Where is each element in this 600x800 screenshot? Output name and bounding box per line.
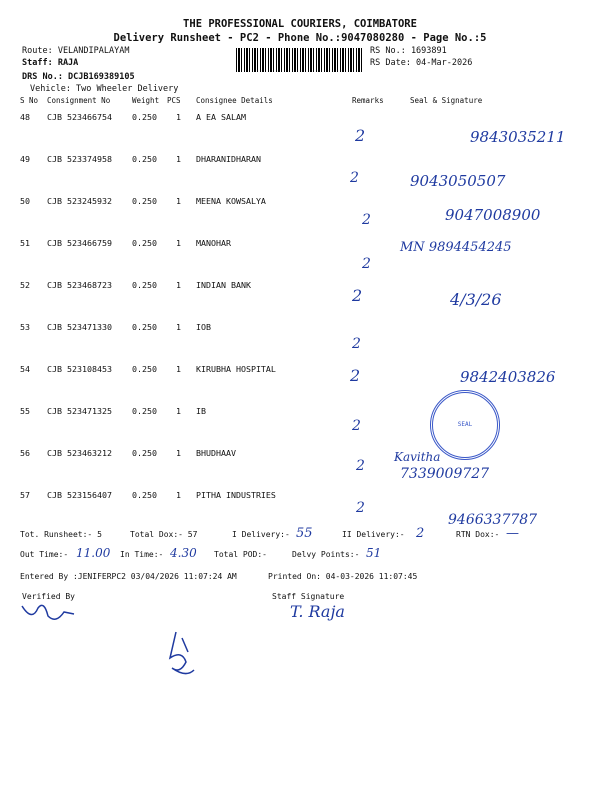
runsheet-subtitle: Delivery Runsheet - PC2 - Phone No.:9047080280 - Page No.:5 (113, 32, 487, 44)
cell-consignment-no: CJB 523374958 (47, 154, 112, 164)
cell-sno: 51 (20, 238, 30, 248)
handwritten-name: Kavitha (394, 450, 441, 464)
cell-weight: 0.250 (132, 196, 157, 206)
total-dox: Total Dox:- 57 (130, 530, 198, 539)
cell-consignee: A EA SALAM (196, 112, 246, 122)
remark-mark: 2 (356, 500, 365, 516)
cell-pcs: 1 (176, 154, 181, 164)
cell-weight: 0.250 (132, 364, 157, 374)
cell-consignment-no: CJB 523463212 (47, 448, 112, 458)
cell-consignment-no: CJB 523471325 (47, 406, 112, 416)
delvy-points-value: 51 (366, 546, 382, 560)
remark-mark: 2 (362, 212, 371, 228)
cell-consignment-no: CJB 523471330 (47, 322, 112, 332)
total-pod-label: Total POD:- (214, 550, 267, 559)
cell-consignment-no: CJB 523466754 (47, 112, 112, 122)
cell-consignment-no: CJB 523108453 (47, 364, 112, 374)
handwritten-signature: MN 9894454245 (400, 240, 512, 255)
cell-consignee: IOB (196, 322, 211, 332)
cell-sno: 52 (20, 280, 30, 290)
col-consignment: Consignment No (47, 96, 111, 105)
out-time-value: 11.00 (76, 546, 111, 560)
remark-mark: 2 (355, 126, 366, 145)
cell-weight: 0.250 (132, 112, 157, 122)
cell-consignee: DHARANIDHARAN (196, 154, 261, 164)
col-pcs: PCS (167, 96, 181, 105)
company-seal-stamp: SEAL (430, 390, 500, 460)
cell-sno: 55 (20, 406, 30, 416)
i-delivery-label: I Delivery:- (232, 530, 290, 539)
cell-pcs: 1 (176, 322, 181, 332)
scribble-signature (162, 628, 202, 684)
cell-weight: 0.250 (132, 238, 157, 248)
remark-mark: 2 (350, 170, 359, 186)
cell-pcs: 1 (176, 112, 181, 122)
remark-mark: 2 (362, 256, 371, 272)
cell-consignee: BHUDHAAV (196, 448, 236, 458)
rtn-dox-value: — (506, 526, 519, 541)
staff: Staff: RAJA (22, 58, 79, 68)
cell-weight: 0.250 (132, 490, 157, 500)
cell-weight: 0.250 (132, 280, 157, 290)
cell-weight: 0.250 (132, 154, 157, 164)
col-weight: Weight (132, 96, 160, 105)
cell-consignee: MANOHAR (196, 238, 231, 248)
cell-consignment-no: CJB 523245932 (47, 196, 112, 206)
staff-signature-label: Staff Signature (272, 592, 345, 601)
handwritten-phone: 9466337787 (448, 512, 538, 528)
cell-sno: 48 (20, 112, 30, 122)
cell-pcs: 1 (176, 490, 181, 500)
col-remarks: Remarks (352, 96, 384, 105)
cell-consignee: PITHA INDUSTRIES (196, 490, 276, 500)
cell-consignee: INDIAN BANK (196, 280, 251, 290)
rs-date: RS Date: 04-Mar-2026 (370, 58, 473, 68)
ii-delivery-label: II Delivery:- (342, 530, 405, 539)
cell-consignment-no: CJB 523468723 (47, 280, 112, 290)
cell-consignee: IB (196, 406, 206, 416)
rs-number: RS No.: 1693891 (370, 46, 447, 56)
cell-sno: 56 (20, 448, 30, 458)
remark-mark: 2 (352, 286, 363, 305)
cell-consignee: MEENA KOWSALYA (196, 196, 266, 206)
drs-number: DRS No.: DCJB169389105 (22, 72, 135, 82)
remark-mark: 2 (356, 458, 365, 474)
handwritten-phone: 9842403826 (460, 368, 556, 386)
cell-consignment-no: CJB 523156407 (47, 490, 112, 500)
handwritten-phone: 7339009727 (400, 466, 490, 482)
cell-sno: 53 (20, 322, 30, 332)
i-delivery-value: 55 (296, 526, 313, 541)
cell-weight: 0.250 (132, 448, 157, 458)
verified-by-label: Verified By (22, 592, 75, 601)
cell-pcs: 1 (176, 448, 181, 458)
cell-sno: 50 (20, 196, 30, 206)
printed-on: Printed On: 04-03-2026 11:07:45 (268, 572, 418, 581)
cell-sno: 57 (20, 490, 30, 500)
handwritten-date: 4/3/26 (450, 290, 502, 309)
cell-sno: 49 (20, 154, 30, 164)
cell-weight: 0.250 (132, 406, 157, 416)
cell-pcs: 1 (176, 238, 181, 248)
cell-pcs: 1 (176, 364, 181, 374)
ii-delivery-value: 2 (416, 526, 425, 541)
cell-consignment-no: CJB 523466759 (47, 238, 112, 248)
remark-mark: 2 (350, 366, 361, 385)
cell-pcs: 1 (176, 196, 181, 206)
company-title: THE PROFESSIONAL COURIERS, COIMBATORE (183, 18, 417, 30)
handwritten-phone: 9047008900 (445, 206, 541, 224)
out-time-label: Out Time:- (20, 550, 69, 559)
cell-pcs: 1 (176, 280, 181, 290)
verifier-signature (18, 598, 78, 626)
cell-sno: 54 (20, 364, 30, 374)
cell-pcs: 1 (176, 406, 181, 416)
rtn-dox-label: RTN Dox:- (456, 530, 500, 539)
delvy-points-label: Delvy Points:- (292, 550, 360, 559)
col-consignee: Consignee Details (196, 96, 273, 105)
route: Route: VELANDIPALAYAM (22, 46, 130, 56)
handwritten-phone: 9843035211 (470, 128, 566, 146)
in-time-label: In Time:- (120, 550, 164, 559)
col-seal-signature: Seal & Signature (410, 96, 483, 105)
remark-mark: 2 (352, 418, 361, 434)
total-runsheet: Tot. Runsheet:- 5 (20, 530, 102, 539)
in-time-value: 4.30 (170, 546, 197, 560)
vehicle: Vehicle: Two Wheeler Delivery (30, 84, 179, 94)
cell-consignee: KIRUBHA HOSPITAL (196, 364, 276, 374)
handwritten-phone: 9043050507 (410, 172, 506, 190)
cell-weight: 0.250 (132, 322, 157, 332)
staff-signature-handwriting: T. Raja (290, 602, 345, 621)
barcode (236, 48, 364, 72)
col-sno: S No (20, 96, 39, 105)
remark-mark: 2 (352, 336, 361, 352)
entered-by: Entered By :JENIFERPC2 03/04/2026 11:07:24 AM (20, 572, 237, 581)
